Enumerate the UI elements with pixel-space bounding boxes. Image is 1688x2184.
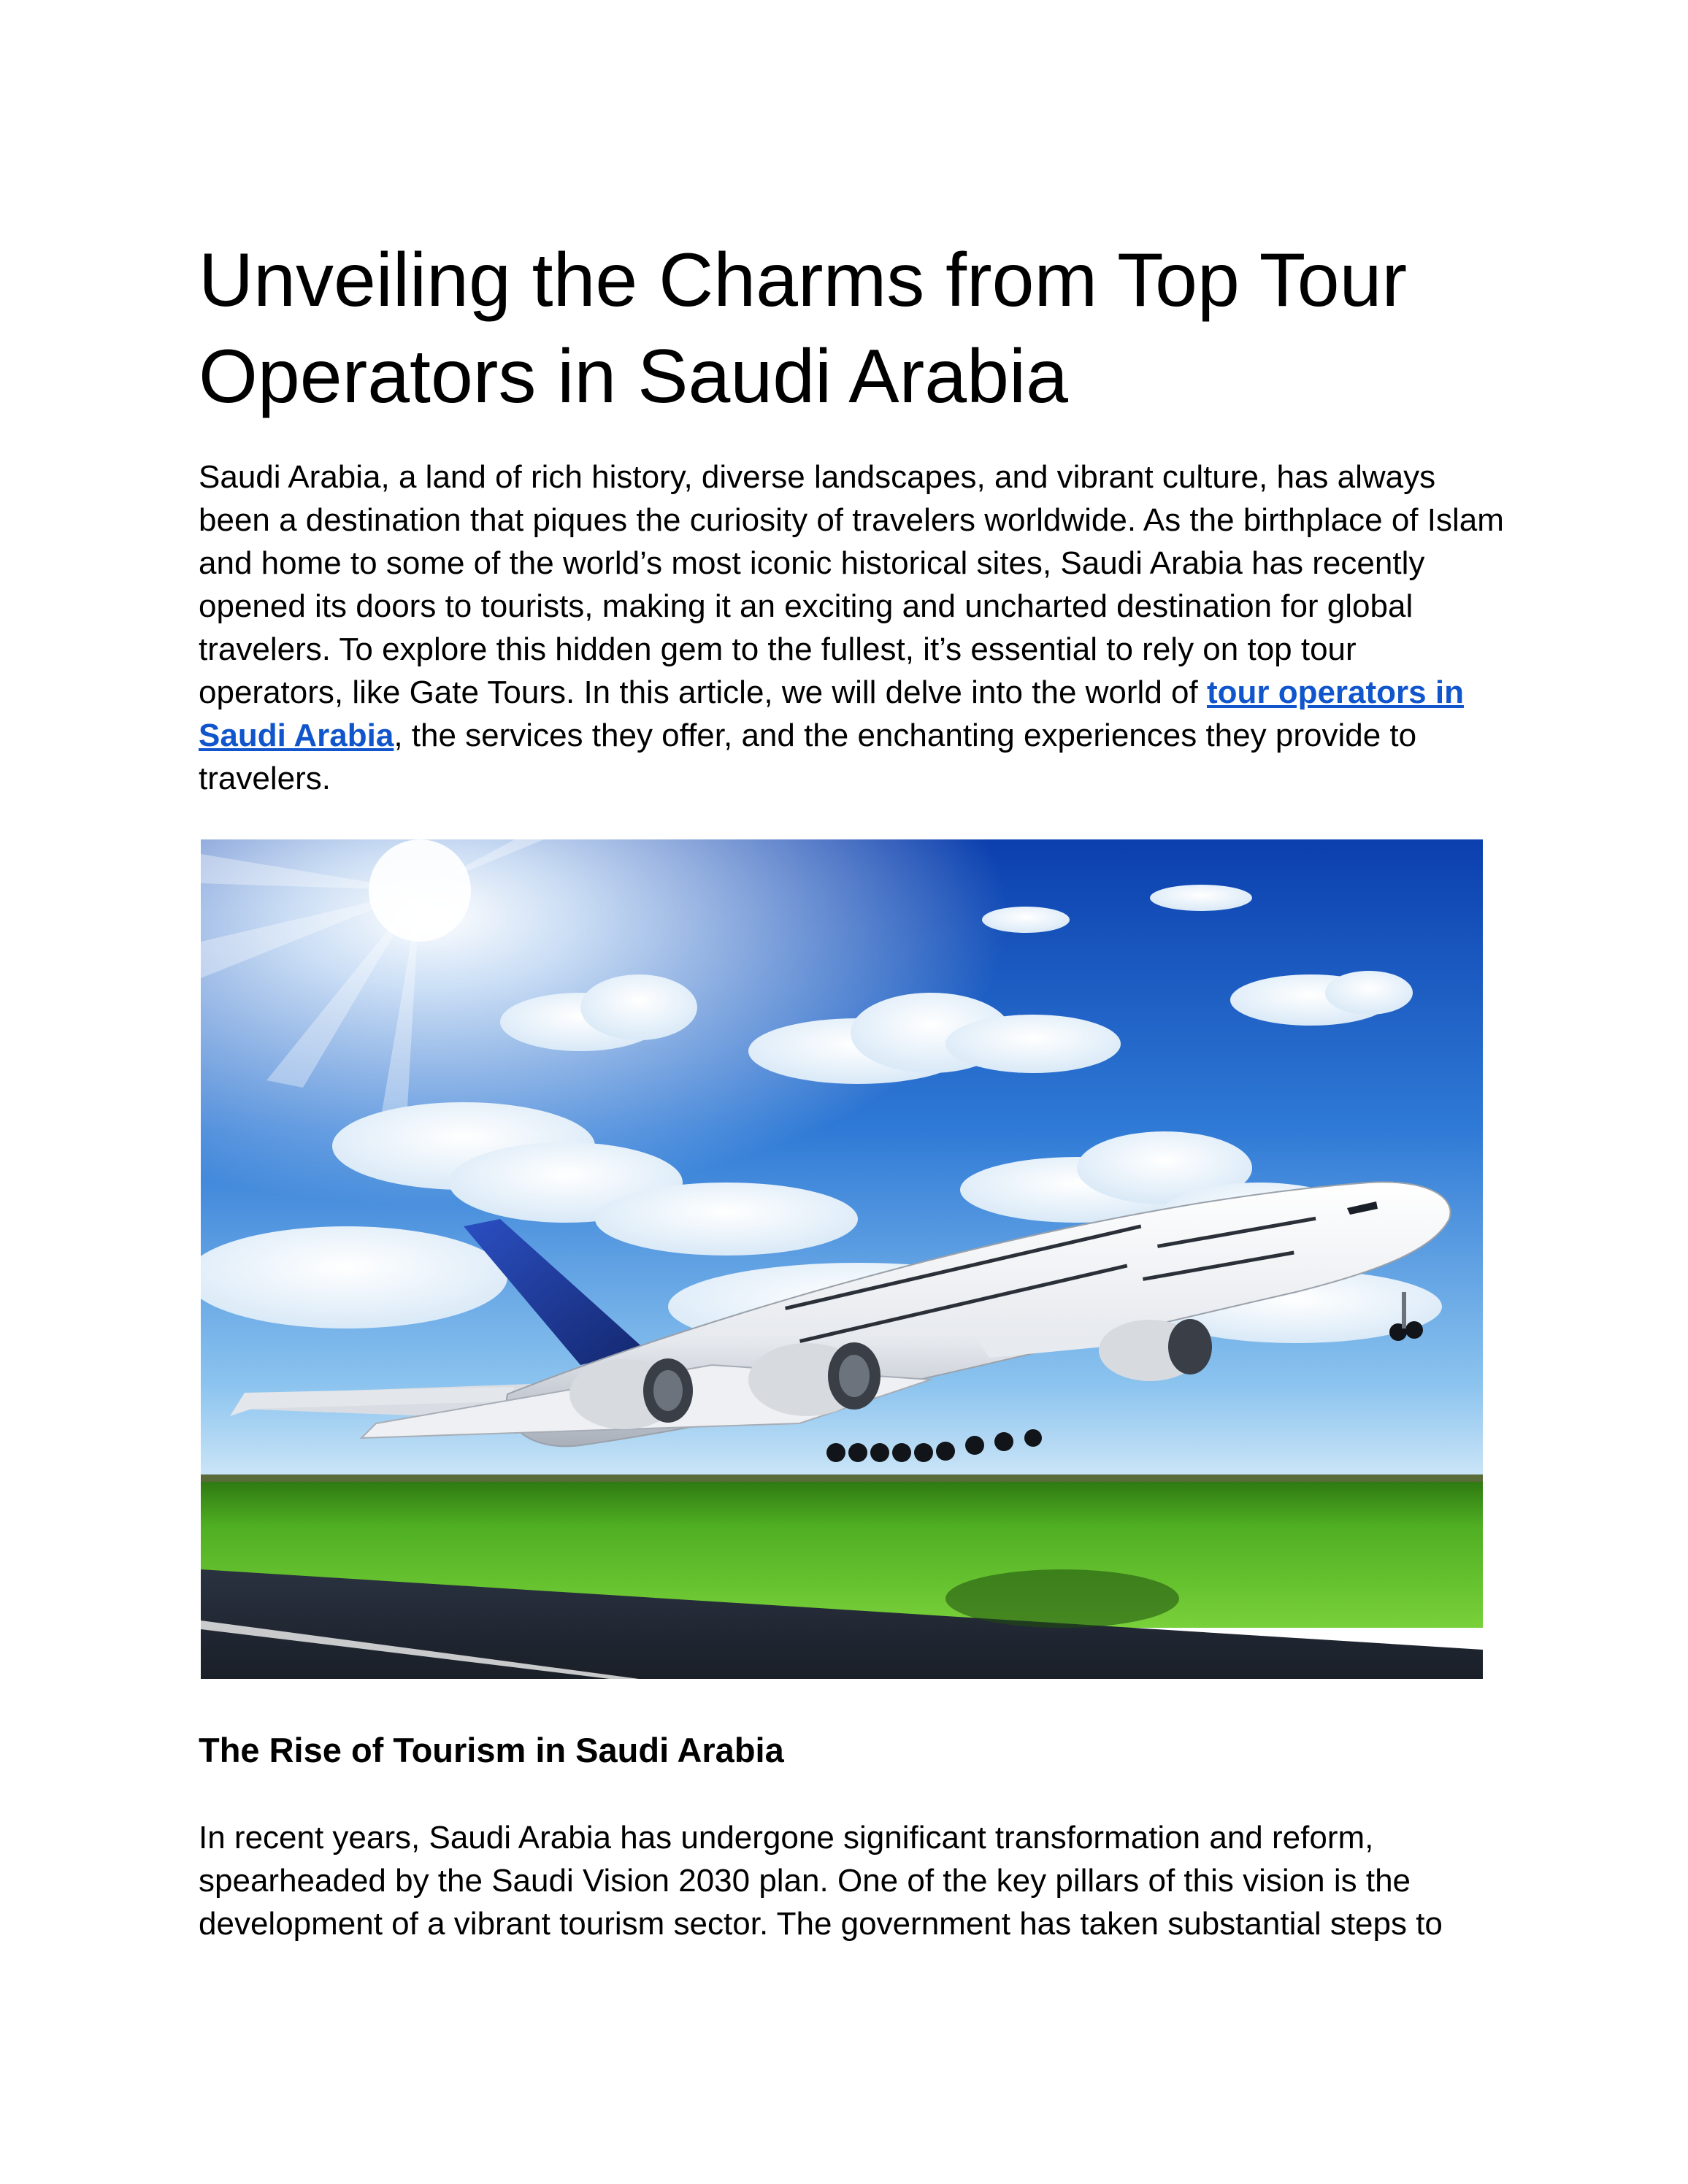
intro-paragraph <box>199 455 1505 800</box>
intro-text-start: Saudi Arabia, a land of rich history, diverse landscapes, and vibrant culture, has always been a destination that piques the curiosity of travelers worldwide. As the birthplace of Islam and home to some of the world’s most iconic historical sites, Saudi Arabia has recently opened its doors to tourists, making it an exciting and uncharted destination for global travelers. To explore this hidden gem to the fullest, it’s essential to rely on top tour operators, like Gate Tours. In this article, we will delve into the world of <box>199 459 1504 710</box>
section-paragraph: In recent years, Saudi Arabia has undergone significant transformation and reform, spearheaded by the Saudi Vision 2030 plan. One of the key pillars of this vision is the development of a vibrant tourism sector. The government has taken substantial steps to <box>199 1820 1443 1942</box>
article-title: Unveiling the Charms from Top Tour Operators in Saudi Arabia <box>199 238 1408 419</box>
airplane-photo <box>201 839 1483 1679</box>
tour-operators-link[interactable]: tour operators in Saudi Arabia <box>199 674 1464 753</box>
section-heading: The Rise of Tourism in Saudi Arabia <box>199 1731 784 1769</box>
intro-text-end: , the services they offer, and the enchanting experiences they provide to travelers. <box>199 718 1417 796</box>
